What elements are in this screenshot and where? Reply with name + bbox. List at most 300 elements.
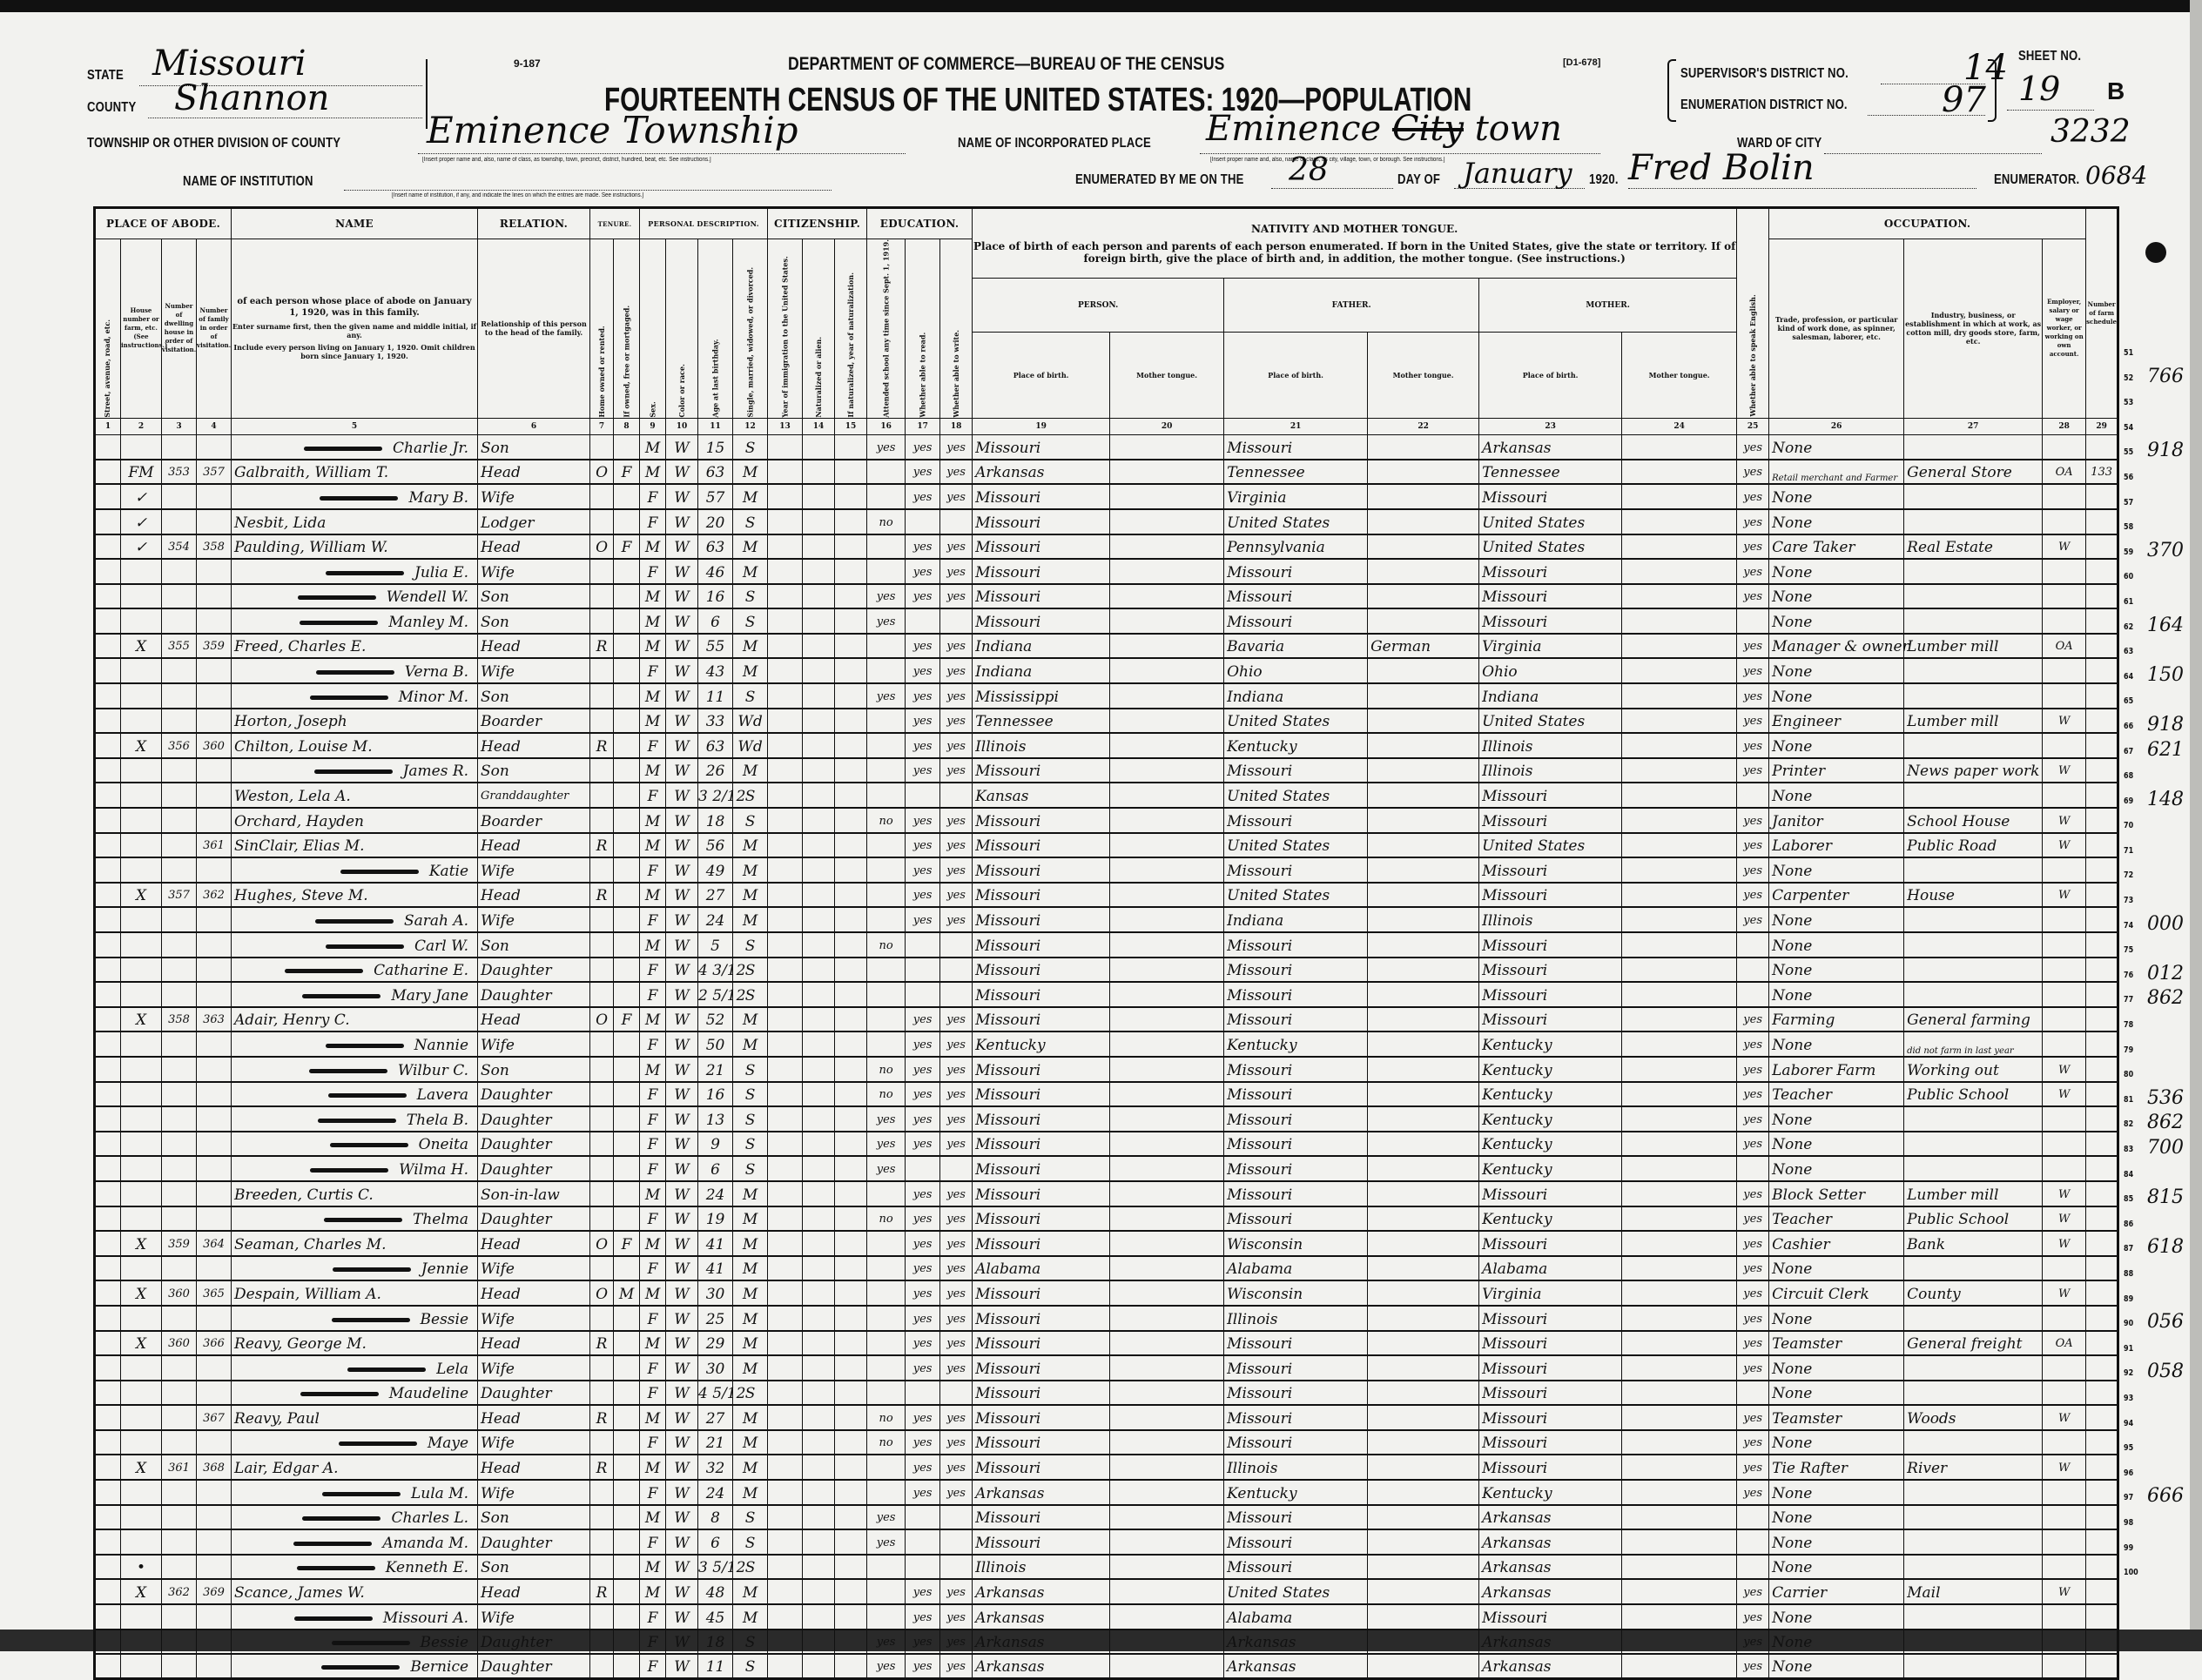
cell-mother-tongue — [1110, 509, 1224, 534]
cell-age: 6 — [698, 1156, 733, 1181]
cell-class-of-worker — [2043, 1505, 2086, 1530]
cell-mother-birthplace: Missouri — [1479, 1181, 1622, 1206]
cell-immigration-year — [768, 1604, 803, 1630]
cell-free-or-mortgaged — [614, 658, 640, 683]
cell-industry: County — [1904, 1280, 2043, 1306]
line-number: 95 — [2124, 1443, 2134, 1454]
cell-family-number — [197, 1156, 232, 1181]
cell-naturalized — [803, 1381, 835, 1406]
cell-speaks-english — [1737, 1156, 1769, 1181]
cell-family-number: 365 — [197, 1280, 232, 1306]
cell-farm-schedule — [2086, 1331, 2118, 1356]
cell-trade: None — [1769, 783, 1904, 808]
cell-father-birthplace: Arkansas — [1224, 1654, 1368, 1679]
cell-speaks-english: yes — [1737, 733, 1769, 758]
cell-free-or-mortgaged — [614, 1306, 640, 1331]
cell-house-number — [121, 1306, 162, 1331]
cell-can-read: yes — [906, 634, 940, 659]
cell-house-number: • — [121, 1555, 162, 1580]
cell-can-read: yes — [906, 883, 940, 908]
cell-naturalization-year — [835, 1381, 867, 1406]
cell-naturalized — [803, 833, 835, 858]
cell-color: W — [666, 808, 698, 833]
cell-home-tenure: O — [590, 534, 614, 560]
cell-immigration-year — [768, 808, 803, 833]
cell-marital-status: M — [733, 1331, 768, 1356]
group-name: NAME — [232, 208, 478, 239]
cell-father-mother-tongue — [1368, 460, 1479, 485]
cell-mother-tongue — [1110, 1355, 1224, 1381]
cell-relationship: Son — [478, 758, 590, 783]
cell-dwelling-number: 360 — [162, 1331, 197, 1356]
line-number: 82 — [2124, 1119, 2134, 1130]
cell-birthplace: Missouri — [973, 509, 1110, 534]
table-row — [95, 1082, 2118, 1107]
cell-mother-mother-tongue — [1622, 1604, 1737, 1630]
cell-mother-tongue — [1110, 758, 1224, 783]
cell-house-number — [121, 783, 162, 808]
margin-note — [2147, 640, 2199, 665]
column-number-21: 21 — [1224, 418, 1368, 434]
cell-sex: M — [640, 534, 666, 560]
cell-marital-status: S — [733, 1654, 768, 1679]
cell-industry: Lumber mill — [1904, 634, 2043, 659]
cell-industry — [1904, 932, 2043, 958]
cell-age: 49 — [698, 857, 733, 883]
cell-person-name: Mary Jane — [232, 982, 478, 1007]
cell-family-number — [197, 1529, 232, 1555]
cell-home-tenure: R — [590, 883, 614, 908]
cell-father-mother-tongue — [1368, 932, 1479, 958]
cell-attended-school — [867, 1555, 906, 1580]
cell-father-mother-tongue — [1368, 982, 1479, 1007]
cell-speaks-english: yes — [1737, 509, 1769, 534]
cell-free-or-mortgaged — [614, 683, 640, 709]
cell-color: W — [666, 932, 698, 958]
column-number-row — [95, 418, 2118, 434]
cell-free-or-mortgaged — [614, 1529, 640, 1555]
cell-mother-birthplace: Missouri — [1479, 1381, 1622, 1406]
cell-trade: None — [1769, 683, 1904, 709]
cell-trade: None — [1769, 658, 1904, 683]
line-number: 93 — [2124, 1393, 2134, 1403]
cell-speaks-english: yes — [1737, 1280, 1769, 1306]
margin-note — [2147, 416, 2199, 441]
ward-label: WARD OF CITY — [1737, 136, 1822, 151]
cell-relationship: Daughter — [478, 958, 590, 983]
cell-father-birthplace: Bavaria — [1224, 634, 1368, 659]
cell-industry — [1904, 484, 2043, 509]
cell-mother-tongue — [1110, 460, 1224, 485]
cell-color: W — [666, 534, 698, 560]
cell-family-number: 361 — [197, 833, 232, 858]
cell-birthplace: Arkansas — [973, 1480, 1110, 1505]
line-number: 52 — [2124, 373, 2134, 383]
cell-industry: News paper work — [1904, 758, 2043, 783]
cell-street — [95, 634, 121, 659]
cell-person-name: Mary B. — [232, 484, 478, 509]
cell-free-or-mortgaged — [614, 634, 640, 659]
cell-birthplace: Missouri — [973, 1082, 1110, 1107]
cell-mother-tongue — [1110, 559, 1224, 584]
margin-note: 862 — [2147, 987, 2184, 1010]
cell-mother-birthplace: Tennessee — [1479, 460, 1622, 485]
cell-dwelling-number — [162, 1529, 197, 1555]
margin-note: 618 — [2147, 1236, 2184, 1259]
cell-marital-status: M — [733, 534, 768, 560]
cell-industry — [1904, 584, 2043, 609]
margin-note: 150 — [2147, 663, 2184, 686]
cell-naturalization-year — [835, 509, 867, 534]
cell-can-read: yes — [906, 1132, 940, 1157]
cell-dwelling-number — [162, 1057, 197, 1082]
cell-home-tenure — [590, 1480, 614, 1505]
cell-family-number: 358 — [197, 534, 232, 560]
cell-trade: None — [1769, 1505, 1904, 1530]
margin-note: 012 — [2147, 962, 2184, 984]
cell-mother-birthplace: Arkansas — [1479, 1555, 1622, 1580]
cell-father-mother-tongue — [1368, 1306, 1479, 1331]
cell-house-number — [121, 1654, 162, 1679]
cell-speaks-english: yes — [1737, 1181, 1769, 1206]
cell-family-number — [197, 709, 232, 734]
cell-naturalization-year — [835, 434, 867, 460]
cell-mother-tongue — [1110, 683, 1224, 709]
cell-father-mother-tongue — [1368, 833, 1479, 858]
line-number: 85 — [2124, 1194, 2134, 1205]
cell-sex: F — [640, 559, 666, 584]
cell-mother-tongue — [1110, 1280, 1224, 1306]
cell-mother-mother-tongue — [1622, 1082, 1737, 1107]
cell-father-mother-tongue — [1368, 509, 1479, 534]
cell-speaks-english: yes — [1737, 1306, 1769, 1331]
cell-attended-school: yes — [867, 608, 906, 634]
cell-class-of-worker: W — [2043, 1206, 2086, 1232]
cell-mother-mother-tongue — [1622, 857, 1737, 883]
cell-class-of-worker — [2043, 1555, 2086, 1580]
cell-color: W — [666, 1579, 698, 1604]
col-person-mother-tongue: Mother tongue. — [1110, 332, 1224, 418]
cell-can-read: yes — [906, 1231, 940, 1256]
group-place-of-abode: PLACE OF ABODE. — [95, 208, 232, 239]
table-row — [95, 608, 2118, 634]
cell-age: 52 — [698, 1007, 733, 1032]
column-number-17: 17 — [906, 418, 940, 434]
cell-farm-schedule — [2086, 1630, 2118, 1655]
table-row — [95, 1555, 2118, 1580]
line-number: 51 — [2124, 348, 2134, 358]
cell-color: W — [666, 1206, 698, 1232]
cell-can-write — [940, 1505, 973, 1530]
cell-mother-mother-tongue — [1622, 1256, 1737, 1281]
cell-family-number — [197, 958, 232, 983]
cell-immigration-year — [768, 1430, 803, 1455]
cell-mother-mother-tongue — [1622, 958, 1737, 983]
cell-speaks-english — [1737, 1555, 1769, 1580]
cell-mother-birthplace: Arkansas — [1479, 434, 1622, 460]
cell-naturalization-year — [835, 658, 867, 683]
cell-immigration-year — [768, 982, 803, 1007]
cell-industry: did not farm in last year — [1904, 1032, 2043, 1057]
cell-naturalized — [803, 733, 835, 758]
cell-speaks-english: yes — [1737, 683, 1769, 709]
cell-family-number — [197, 1381, 232, 1406]
cell-can-write: yes — [940, 1355, 973, 1381]
cell-sex: M — [640, 883, 666, 908]
cell-free-or-mortgaged — [614, 982, 640, 1007]
cell-father-birthplace: Ohio — [1224, 658, 1368, 683]
cell-mother-tongue — [1110, 1529, 1224, 1555]
cell-relationship: Wife — [478, 484, 590, 509]
column-number-4: 4 — [197, 418, 232, 434]
cell-relationship: Wife — [478, 559, 590, 584]
cell-sex: F — [640, 857, 666, 883]
cell-home-tenure: O — [590, 1231, 614, 1256]
cell-mother-mother-tongue — [1622, 1579, 1737, 1604]
line-number: 63 — [2124, 647, 2134, 657]
cell-sex: F — [640, 1306, 666, 1331]
cell-class-of-worker: W — [2043, 1455, 2086, 1480]
cell-marital-status: S — [733, 932, 768, 958]
cell-naturalized — [803, 484, 835, 509]
cell-family-number — [197, 434, 232, 460]
cell-house-number — [121, 1480, 162, 1505]
cell-mother-mother-tongue — [1622, 1231, 1737, 1256]
cell-relationship: Head — [478, 1455, 590, 1480]
cell-father-birthplace: Indiana — [1224, 907, 1368, 932]
cell-trade: None — [1769, 1430, 1904, 1455]
margin-note — [2147, 864, 2199, 889]
cell-naturalization-year — [835, 808, 867, 833]
cell-industry: Bank — [1904, 1231, 2043, 1256]
cell-can-read: yes — [906, 534, 940, 560]
cell-farm-schedule — [2086, 559, 2118, 584]
cell-birthplace: Missouri — [973, 1106, 1110, 1132]
cell-birthplace: Missouri — [973, 1280, 1110, 1306]
cell-marital-status: M — [733, 907, 768, 932]
cell-birthplace: Missouri — [973, 1306, 1110, 1331]
cell-home-tenure: R — [590, 1579, 614, 1604]
cell-color: W — [666, 833, 698, 858]
cell-sex: M — [640, 1331, 666, 1356]
cell-relationship: Daughter — [478, 1082, 590, 1107]
subgroup-father: FATHER. — [1224, 279, 1479, 333]
cell-marital-status: M — [733, 1032, 768, 1057]
cell-attended-school: no — [867, 932, 906, 958]
margin-note — [2147, 1387, 2199, 1412]
enumeration-district-number: 97 — [1942, 80, 1986, 120]
cell-person-name: James R. — [232, 758, 478, 783]
table-row — [95, 1231, 2118, 1256]
cell-person-name: Reavy, Paul — [232, 1405, 478, 1430]
cell-street — [95, 1381, 121, 1406]
cell-age: 8 — [698, 1505, 733, 1530]
cell-relationship: Son — [478, 1555, 590, 1580]
cell-person-name: Thela B. — [232, 1106, 478, 1132]
cell-can-read: yes — [906, 833, 940, 858]
cell-can-read: yes — [906, 1405, 940, 1430]
cell-mother-birthplace: Missouri — [1479, 1355, 1622, 1381]
cell-mother-mother-tongue — [1622, 709, 1737, 734]
cell-home-tenure — [590, 758, 614, 783]
cell-attended-school — [867, 634, 906, 659]
margin-note — [2147, 491, 2199, 516]
margin-note — [2147, 341, 2199, 366]
cell-birthplace: Missouri — [973, 932, 1110, 958]
cell-father-birthplace: Wisconsin — [1224, 1280, 1368, 1306]
cell-family-number — [197, 932, 232, 958]
cell-mother-birthplace: Missouri — [1479, 857, 1622, 883]
cell-sex: M — [640, 584, 666, 609]
cell-person-name: Adair, Henry C. — [232, 1007, 478, 1032]
cell-attended-school — [867, 1579, 906, 1604]
cell-dwelling-number — [162, 509, 197, 534]
cell-age: 15 — [698, 434, 733, 460]
cell-can-read — [906, 1381, 940, 1406]
cell-home-tenure: O — [590, 1280, 614, 1306]
cell-sex: F — [640, 1206, 666, 1232]
cell-immigration-year — [768, 1505, 803, 1530]
cell-father-mother-tongue — [1368, 1156, 1479, 1181]
cell-mother-tongue — [1110, 534, 1224, 560]
cell-color: W — [666, 1106, 698, 1132]
cell-color: W — [666, 1032, 698, 1057]
cell-street — [95, 733, 121, 758]
cell-can-read: yes — [906, 460, 940, 485]
cell-free-or-mortgaged — [614, 1331, 640, 1356]
cell-farm-schedule — [2086, 1355, 2118, 1381]
cell-age: 56 — [698, 833, 733, 858]
cell-sex: M — [640, 1555, 666, 1580]
table-row — [95, 958, 2118, 983]
cell-immigration-year — [768, 1156, 803, 1181]
cell-father-birthplace: United States — [1224, 709, 1368, 734]
cell-free-or-mortgaged — [614, 509, 640, 534]
margin-note: 918 — [2147, 440, 2184, 462]
cell-family-number — [197, 608, 232, 634]
cell-naturalization-year — [835, 1355, 867, 1381]
cell-speaks-english: yes — [1737, 1057, 1769, 1082]
cell-speaks-english: yes — [1737, 484, 1769, 509]
cell-naturalized — [803, 658, 835, 683]
cell-trade: None — [1769, 434, 1904, 460]
cell-attended-school — [867, 982, 906, 1007]
cell-sex: F — [640, 1082, 666, 1107]
cell-sex: F — [640, 1480, 666, 1505]
cell-farm-schedule — [2086, 783, 2118, 808]
cell-mother-tongue — [1110, 1405, 1224, 1430]
cell-immigration-year — [768, 460, 803, 485]
cell-marital-status: M — [733, 658, 768, 683]
cell-dwelling-number — [162, 907, 197, 932]
cell-farm-schedule — [2086, 1156, 2118, 1181]
cell-trade: None — [1769, 1381, 1904, 1406]
enumerated-label: ENUMERATED BY ME ON THE — [1075, 172, 1244, 187]
table-row — [95, 1505, 2118, 1530]
cell-naturalization-year — [835, 484, 867, 509]
line-number: 53 — [2124, 398, 2134, 408]
cell-relationship: Head — [478, 1007, 590, 1032]
cell-can-read — [906, 932, 940, 958]
cell-can-write: yes — [940, 733, 973, 758]
margin-note: 370 — [2147, 539, 2184, 561]
cell-industry — [1904, 857, 2043, 883]
cell-naturalization-year — [835, 833, 867, 858]
column-number-24: 24 — [1622, 418, 1737, 434]
cell-naturalized — [803, 584, 835, 609]
line-number: 76 — [2124, 970, 2134, 980]
cell-class-of-worker — [2043, 1306, 2086, 1331]
cell-can-write: yes — [940, 634, 973, 659]
column-number-25: 25 — [1737, 418, 1769, 434]
cell-dwelling-number — [162, 1206, 197, 1232]
cell-attended-school — [867, 1355, 906, 1381]
cell-home-tenure — [590, 932, 614, 958]
cell-father-birthplace: Missouri — [1224, 1331, 1368, 1356]
cell-can-read: yes — [906, 1256, 940, 1281]
cell-industry — [1904, 1604, 2043, 1630]
cell-street — [95, 1156, 121, 1181]
cell-immigration-year — [768, 559, 803, 584]
cell-house-number — [121, 1505, 162, 1530]
cell-speaks-english — [1737, 1529, 1769, 1555]
cell-family-number: 366 — [197, 1331, 232, 1356]
cell-home-tenure — [590, 1082, 614, 1107]
cell-person-name: Despain, William A. — [232, 1280, 478, 1306]
column-number-22: 22 — [1368, 418, 1479, 434]
cell-home-tenure: R — [590, 1405, 614, 1430]
column-number-23: 23 — [1479, 418, 1622, 434]
cell-street — [95, 559, 121, 584]
cell-relationship: Wife — [478, 1306, 590, 1331]
cell-relationship: Son — [478, 608, 590, 634]
cell-mother-tongue — [1110, 932, 1224, 958]
table-row — [95, 783, 2118, 808]
cell-can-write — [940, 1529, 973, 1555]
cell-father-mother-tongue — [1368, 857, 1479, 883]
cell-can-read: yes — [906, 683, 940, 709]
cell-class-of-worker — [2043, 857, 2086, 883]
cell-mother-mother-tongue — [1622, 434, 1737, 460]
cell-mother-tongue — [1110, 808, 1224, 833]
cell-naturalized — [803, 1505, 835, 1530]
cell-dwelling-number — [162, 709, 197, 734]
cell-naturalized — [803, 783, 835, 808]
cell-mother-mother-tongue — [1622, 1430, 1737, 1455]
cell-can-read: yes — [906, 1430, 940, 1455]
cell-can-write: yes — [940, 1032, 973, 1057]
cell-mother-tongue — [1110, 833, 1224, 858]
cell-class-of-worker — [2043, 509, 2086, 534]
cell-person-name: Orchard, Hayden — [232, 808, 478, 833]
margin-annotations — [2147, 341, 2199, 1586]
cell-father-mother-tongue — [1368, 1256, 1479, 1281]
line-number: 100 — [2124, 1568, 2138, 1578]
cell-mother-mother-tongue — [1622, 1654, 1737, 1679]
cell-speaks-english: yes — [1737, 1405, 1769, 1430]
cell-immigration-year — [768, 1032, 803, 1057]
cell-immigration-year — [768, 883, 803, 908]
table-row — [95, 1057, 2118, 1082]
cell-person-name: Weston, Lela A. — [232, 783, 478, 808]
cell-farm-schedule — [2086, 1579, 2118, 1604]
cell-naturalization-year — [835, 1106, 867, 1132]
nativity-instruction: Place of birth of each person and parents of each person enumerated. If born in the United States, give the state or territory. If of foreign birth, give the place of birth and, in addition, the mother tongue. (See instructions.) — [973, 239, 1736, 265]
cell-person-name: Charles L. — [232, 1505, 478, 1530]
cell-class-of-worker: W — [2043, 1405, 2086, 1430]
cell-dwelling-number — [162, 584, 197, 609]
cell-trade: None — [1769, 1529, 1904, 1555]
